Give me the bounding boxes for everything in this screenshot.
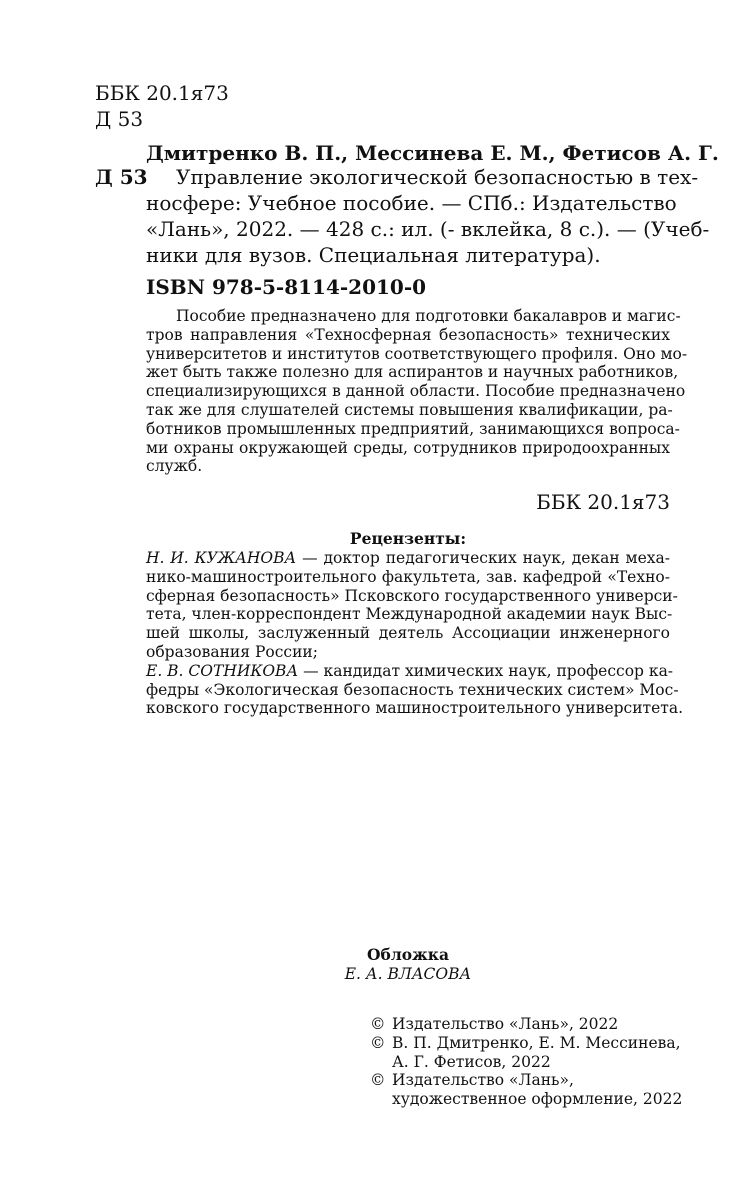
annotation <box>146 307 688 476</box>
reviewer-line: ковского государственного машиностроительного университета. <box>146 699 684 718</box>
reviewer-1-name: Н. И. КУЖАНОВА <box>146 549 297 567</box>
copyright-text: В. П. Дмитренко, Е. М. Мессинева, А. Г. Фетисов, 2022 <box>392 1033 681 1071</box>
isbn: ISBN 978-5-8114-2010-0 <box>146 275 427 299</box>
annotation-line: Пособие предназначено для подготовки бакалавров и магис- <box>176 307 681 325</box>
bibliographic-description <box>146 164 710 268</box>
copyright-item <box>370 1071 683 1109</box>
annotation-line: специализирующихся в данной области. Пособие предназначено <box>146 382 686 401</box>
copyright-text: Издательство «Лань», художественное оформление, 2022 <box>392 1071 683 1109</box>
authors: Дмитренко В. П., Мессинева Е. М., Фетисов А. Г. <box>146 141 719 165</box>
bbk-code-top: ББК 20.1я73 <box>95 81 229 105</box>
main-mark: Д 53 <box>95 165 148 189</box>
reviewer-line: сферная безопасность» Псковского государственного универси- <box>146 586 678 605</box>
reviewer-2-line: Е. В. СОТНИКОВА — кандидат химических наук, профессор ка- <box>146 661 674 680</box>
bib-line: ники для вузов. Специальная литература). <box>146 243 601 267</box>
annotation-line: ботников промышленных предприятий, занимающихся вопроса- <box>146 419 680 438</box>
annotation-line: жет быть также полезно для аспирантов и научных работников, <box>146 363 679 382</box>
copyright-symbol: © <box>370 1033 386 1052</box>
reviewer-line: нико-машиностроительного факультета, зав. кафедрой «Техно- <box>146 567 670 586</box>
annotation-line: тров направления «Техносферная безопасность» технических <box>146 325 670 344</box>
copyright-item <box>370 1015 680 1034</box>
copyright-block <box>370 1015 683 1109</box>
bbk-code-right: ББК 20.1я73 <box>536 490 670 514</box>
author-mark-top: Д 53 <box>95 107 144 131</box>
annotation-line: так же для слушателей системы повышения квалификации, ра- <box>146 400 673 419</box>
cover-heading: Обложка <box>367 945 449 964</box>
bib-line: носфере: Учебное пособие. — СПб.: Издательство <box>146 191 677 215</box>
copyright-item <box>370 1034 680 1072</box>
reviewer-2-name: Е. В. СОТНИКОВА <box>146 661 299 680</box>
copyright-symbol: © <box>370 1015 386 1033</box>
reviewer-line: шей школы, заслуженный деятель Ассоциации инженерного <box>146 624 670 643</box>
cover-designer-name: Е. А. ВЛАСОВА <box>344 965 472 983</box>
annotation-line: служб. <box>146 457 203 476</box>
reviewers-block <box>146 549 684 718</box>
annotation-line: ми охраны окружающей среды, сотрудников природоохранных <box>146 438 670 457</box>
copyright-symbol: © <box>370 1071 386 1090</box>
reviewer-line: образования России; <box>146 642 318 661</box>
copyright-text: Издательство «Лань», 2022 <box>392 1015 619 1033</box>
reviewer-1-line: Н. И. КУЖАНОВА — доктор педагогических наук, декан меха- <box>146 549 670 567</box>
reviewer-line: тета, член-корреспондент Международной академии наук Выс- <box>146 605 673 624</box>
bib-line: Управление экологической безопасностью в тех- <box>176 165 699 189</box>
annotation-line: университетов и институтов соответствующего профиля. Оно мо- <box>146 344 688 363</box>
reviewers-heading: Рецензенты: <box>349 529 467 548</box>
reviewer-line: федры «Экологическая безопасность технических систем» Мос- <box>146 680 679 699</box>
bib-line: «Лань», 2022. — 428 с.: ил. (- вклейка, 8 с.). — (Учеб- <box>146 217 710 241</box>
